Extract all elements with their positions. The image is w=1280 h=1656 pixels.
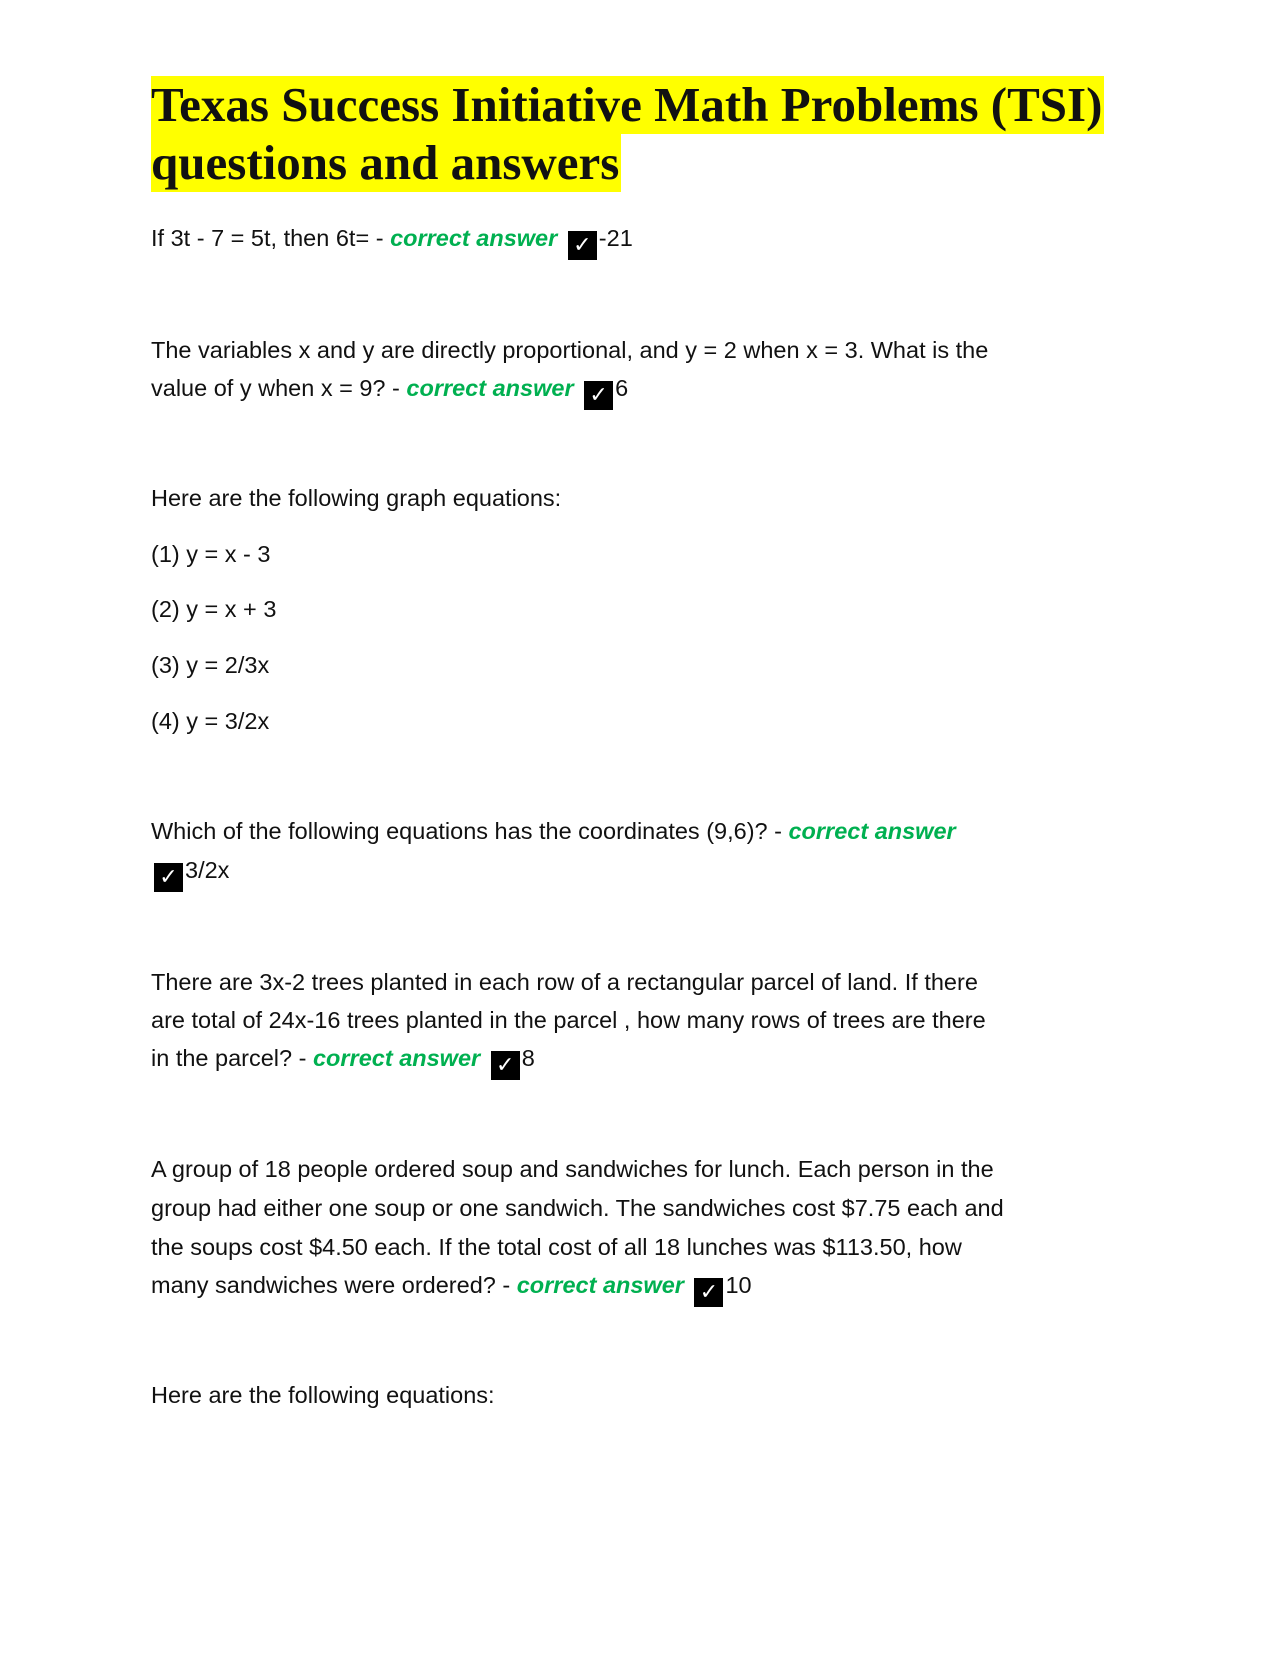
answer: 3/2x [185,857,230,883]
equation-1: (1) y = x - 3 [151,541,271,567]
answer: -21 [598,225,633,251]
question-1 [151,223,633,260]
question-5-line-3: the soups cost $4.50 each. If the total cost of all 18 lunches was $113.50, how [151,1234,962,1260]
question-4-line-1: There are 3x-2 trees planted in each row of a rectangular parcel of land. If there [151,969,978,995]
equation-4: (4) y = 3/2x [151,708,270,734]
question-5-line-1: A group of 18 people ordered soup and sandwiches for lunch. Each person in the [151,1156,994,1182]
answer: 8 [521,1045,535,1071]
question-text: Which of the following equations has the coordinates (9,6)? - [151,818,789,844]
correct-answer-label: correct answer [406,375,574,401]
document-title-line-2: questions and answers [151,135,620,190]
question-2-line-2 [151,373,628,410]
equations-intro: Here are the following equations: [151,1382,495,1408]
question-text: many sandwiches were ordered? - [151,1272,517,1298]
correct-answer-label: correct answer [788,818,956,844]
question-2-line-1: The variables x and y are directly proportional, and y = 2 when x = 3. What is the [151,337,989,363]
question-text: value of y when x = 9? - [151,375,407,401]
correct-answer-label: correct answer [312,1045,481,1071]
question-4-line-3 [151,1043,535,1080]
question-3-line-1 [151,816,956,846]
question-text: in the parcel? - [151,1045,313,1071]
question-5-line-4 [151,1270,752,1307]
document-title-line-1: Texas Success Initiative Math Problems (TSI) [151,77,1103,132]
equation-2: (2) y = x + 3 [151,596,277,622]
answer: 6 [615,375,629,401]
answer: 10 [725,1272,752,1298]
check-icon: ✓ [491,1051,520,1080]
equation-3: (3) y = 2/3x [151,652,270,678]
correct-answer-label: correct answer [516,1272,684,1298]
question-text: If 3t - 7 = 5t, then 6t= - [151,225,391,251]
question-4-line-2: are total of 24x-16 trees planted in the parcel , how many rows of trees are there [151,1007,986,1033]
graph-intro: Here are the following graph equations: [151,485,562,511]
check-icon: ✓ [568,231,597,260]
check-icon: ✓ [584,381,613,410]
question-3-line-2 [149,855,229,892]
correct-answer-label: correct answer [390,225,558,251]
check-icon: ✓ [154,863,183,892]
question-5-line-2: group had either one soup or one sandwich. The sandwiches cost $7.75 each and [151,1195,1004,1221]
check-icon: ✓ [694,1278,723,1307]
